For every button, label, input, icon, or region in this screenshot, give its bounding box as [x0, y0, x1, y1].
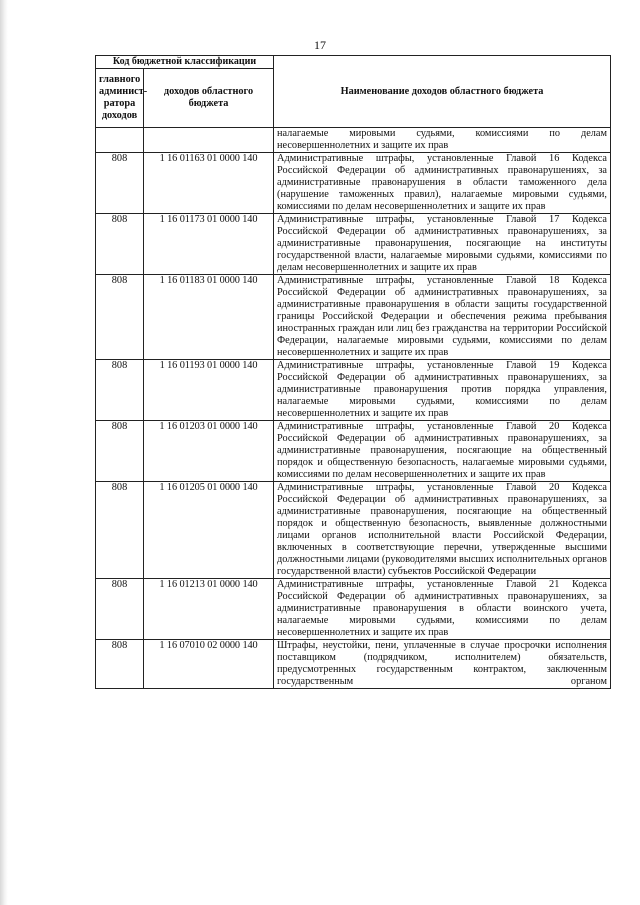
admin-code-cell: 808: [96, 214, 144, 275]
revenue-name-cell: Административные штрафы, установленные Главой 17 Кодекса Российской Федерации об административных правонарушениях, за административные правонарушения, посягающие на институты государственной власти, налагаемые мировыми судьями, комиссиями по делам несовершеннолетних и защите их прав: [274, 214, 611, 275]
revenue-classification-table: [95, 55, 611, 689]
admin-code-cell: 808: [96, 275, 144, 360]
revenue-code-cell: [144, 128, 274, 153]
revenue-name-cell: Административные штрафы, установленные Главой 20 Кодекса Российской Федерации об административных правонарушениях, за административные правонарушения, посягающие на общественный порядок и общественную безопасность, налагаемые мировыми судьями, комиссиями по делам несовершеннолетних и защите их прав: [274, 421, 611, 482]
admin-code-cell: [96, 128, 144, 153]
revenue-code-cell: 1 16 01213 01 0000 140: [144, 579, 274, 640]
revenue-name-cell: Административные штрафы, установленные Главой 21 Кодекса Российской Федерации об административных правонарушениях, за административные правонарушения в области воинского учета, налагаемые мировыми судьями, комиссиями по делам несовершеннолетних и защите их прав: [274, 579, 611, 640]
header-main-administrator: главного админист-ратора доходов: [96, 69, 144, 128]
header-regional-revenue-code: доходов областного бюджета: [144, 69, 274, 128]
revenue-code-cell: 1 16 07010 02 0000 140: [144, 640, 274, 689]
table-row: [96, 482, 611, 579]
revenue-code-cell: 1 16 01205 01 0000 140: [144, 482, 274, 579]
revenue-name-cell: Штрафы, неустойки, пени, уплаченные в случае просрочки исполнения поставщиком (подрядчиком, исполнителем) обязательств, предусмотренных государственным контрактом, заключенным государственным органом: [274, 640, 611, 689]
table-row: [96, 421, 611, 482]
table-row: [96, 275, 611, 360]
revenue-code-cell: 1 16 01193 01 0000 140: [144, 360, 274, 421]
table-row-continuation: [96, 128, 611, 153]
revenue-code-cell: 1 16 01183 01 0000 140: [144, 275, 274, 360]
admin-code-cell: 808: [96, 153, 144, 214]
revenue-code-cell: 1 16 01203 01 0000 140: [144, 421, 274, 482]
header-revenue-name: Наименование доходов областного бюджета: [274, 56, 611, 128]
admin-code-cell: 808: [96, 421, 144, 482]
revenue-name-cell: Административные штрафы, установленные Главой 18 Кодекса Российской Федерации об административных правонарушениях, за административные правонарушения в области защиты государственной границы Российской Федерации и обеспечения режима пребывания иностранных граждан или лиц без гражданства на территории Российской Федерации, налагаемые мировыми судьями, комиссиями по делам несовершеннолетних и защите их прав: [274, 275, 611, 360]
table-row: [96, 360, 611, 421]
table-row: [96, 214, 611, 275]
revenue-code-cell: 1 16 01173 01 0000 140: [144, 214, 274, 275]
revenue-name-cell: Административные штрафы, установленные Главой 16 Кодекса Российской Федерации об административных правонарушениях, за административные правонарушения в области таможенного дела (нарушение таможенных правил), налагаемые мировыми судьями, комиссиями по делам несовершеннолетних и защите их прав: [274, 153, 611, 214]
admin-code-cell: 808: [96, 360, 144, 421]
table-row: [96, 640, 611, 689]
revenue-name-cell: Административные штрафы, установленные Главой 20 Кодекса Российской Федерации об административных правонарушениях, за административные правонарушения, посягающие на общественный порядок и общественную безопасность, выявленные должностными лицами органов исполнительной власти Российской Федерации, включенных в соответствующие перечни, утвержденные высшими должностными лицами (руководителями высших исполнительных органов государственной власти) субъектов Российской Федерации: [274, 482, 611, 579]
revenue-code-cell: 1 16 01163 01 0000 140: [144, 153, 274, 214]
admin-code-cell: 808: [96, 482, 144, 579]
table-row: [96, 579, 611, 640]
revenue-name-cell: Административные штрафы, установленные Главой 19 Кодекса Российской Федерации об административных правонарушениях, за административные правонарушения против порядка управления, налагаемые мировыми судьями, комиссиями по делам несовершеннолетних и защите их прав: [274, 360, 611, 421]
page-number: 17: [314, 38, 326, 52]
scan-edge-shadow: [0, 0, 8, 905]
admin-code-cell: 808: [96, 640, 144, 689]
table-header-row: [96, 56, 611, 69]
table-row: [96, 153, 611, 214]
revenue-name-cell: налагаемые мировыми судьями, комиссиями по делам несовершеннолетних и защите их прав: [274, 128, 611, 153]
admin-code-cell: 808: [96, 579, 144, 640]
header-budget-classification-code: Код бюджетной классификации: [96, 56, 274, 69]
